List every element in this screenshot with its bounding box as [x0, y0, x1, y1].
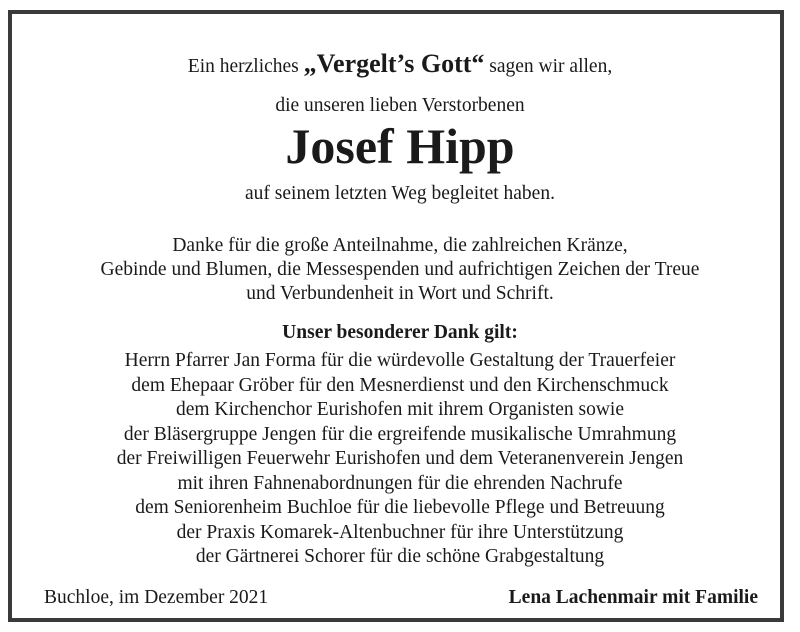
thanks-line: Danke für die große Anteilnahme, die zahlreichen Kränze, — [172, 235, 628, 256]
deceased-name: Josef Hipp — [285, 118, 515, 174]
special-thanks-heading: Unser besonderer Dank gilt: — [282, 322, 518, 343]
obituary-notice — [8, 10, 784, 622]
signature: Lena Lachenmair mit Familie — [508, 587, 758, 608]
special-thanks-item: der Bläsergruppe Jengen für die ergreifende musikalische Umrahmung — [123, 423, 677, 445]
special-thanks-item: dem Seniorenheim Buchloe für die liebevolle Pflege und Betreuung — [135, 497, 665, 518]
deceased-intro-line: die unseren lieben Verstorbenen — [275, 95, 525, 116]
accompanied-line: auf seinem letzten Weg begleitet haben. — [245, 183, 555, 204]
intro-line — [12, 49, 788, 79]
intro-suffix: sagen wir allen, — [489, 56, 613, 77]
intro-quote: „Vergelt’s Gott“ — [303, 49, 485, 78]
special-thanks-item: mit ihren Fahnenabordnungen für die ehrenden Nachrufe — [177, 472, 623, 494]
special-thanks-item: der Freiwilligen Feuerwehr Eurishofen und dem Veteranenverein Jengen — [116, 448, 684, 469]
special-thanks-item: dem Kirchenchor Eurishofen mit ihrem Organisten sowie — [175, 399, 625, 420]
special-thanks-item: Herrn Pfarrer Jan Forma für die würdevolle Gestaltung der Trauerfeier — [124, 350, 676, 371]
place-date: Buchloe, im Dezember 2021 — [44, 587, 269, 608]
special-thanks-item: der Praxis Komarek-Altenbuchner für ihre Unterstützung — [176, 521, 624, 543]
thanks-paragraph — [12, 234, 788, 306]
thanks-line: und Verbundenheit in Wort und Schrift. — [246, 283, 554, 304]
special-thanks-item: der Gärtnerei Schorer für die schöne Grabgestaltung — [195, 546, 605, 567]
special-thanks-item: dem Ehepaar Gröber für den Mesnerdienst und den Kirchenschmuck — [131, 374, 669, 396]
special-thanks-list — [12, 349, 788, 570]
intro-prefix: Ein herzliches — [187, 56, 299, 77]
thanks-line: Gebinde und Blumen, die Messespenden und aufrichtigen Zeichen der Treue — [100, 259, 700, 280]
